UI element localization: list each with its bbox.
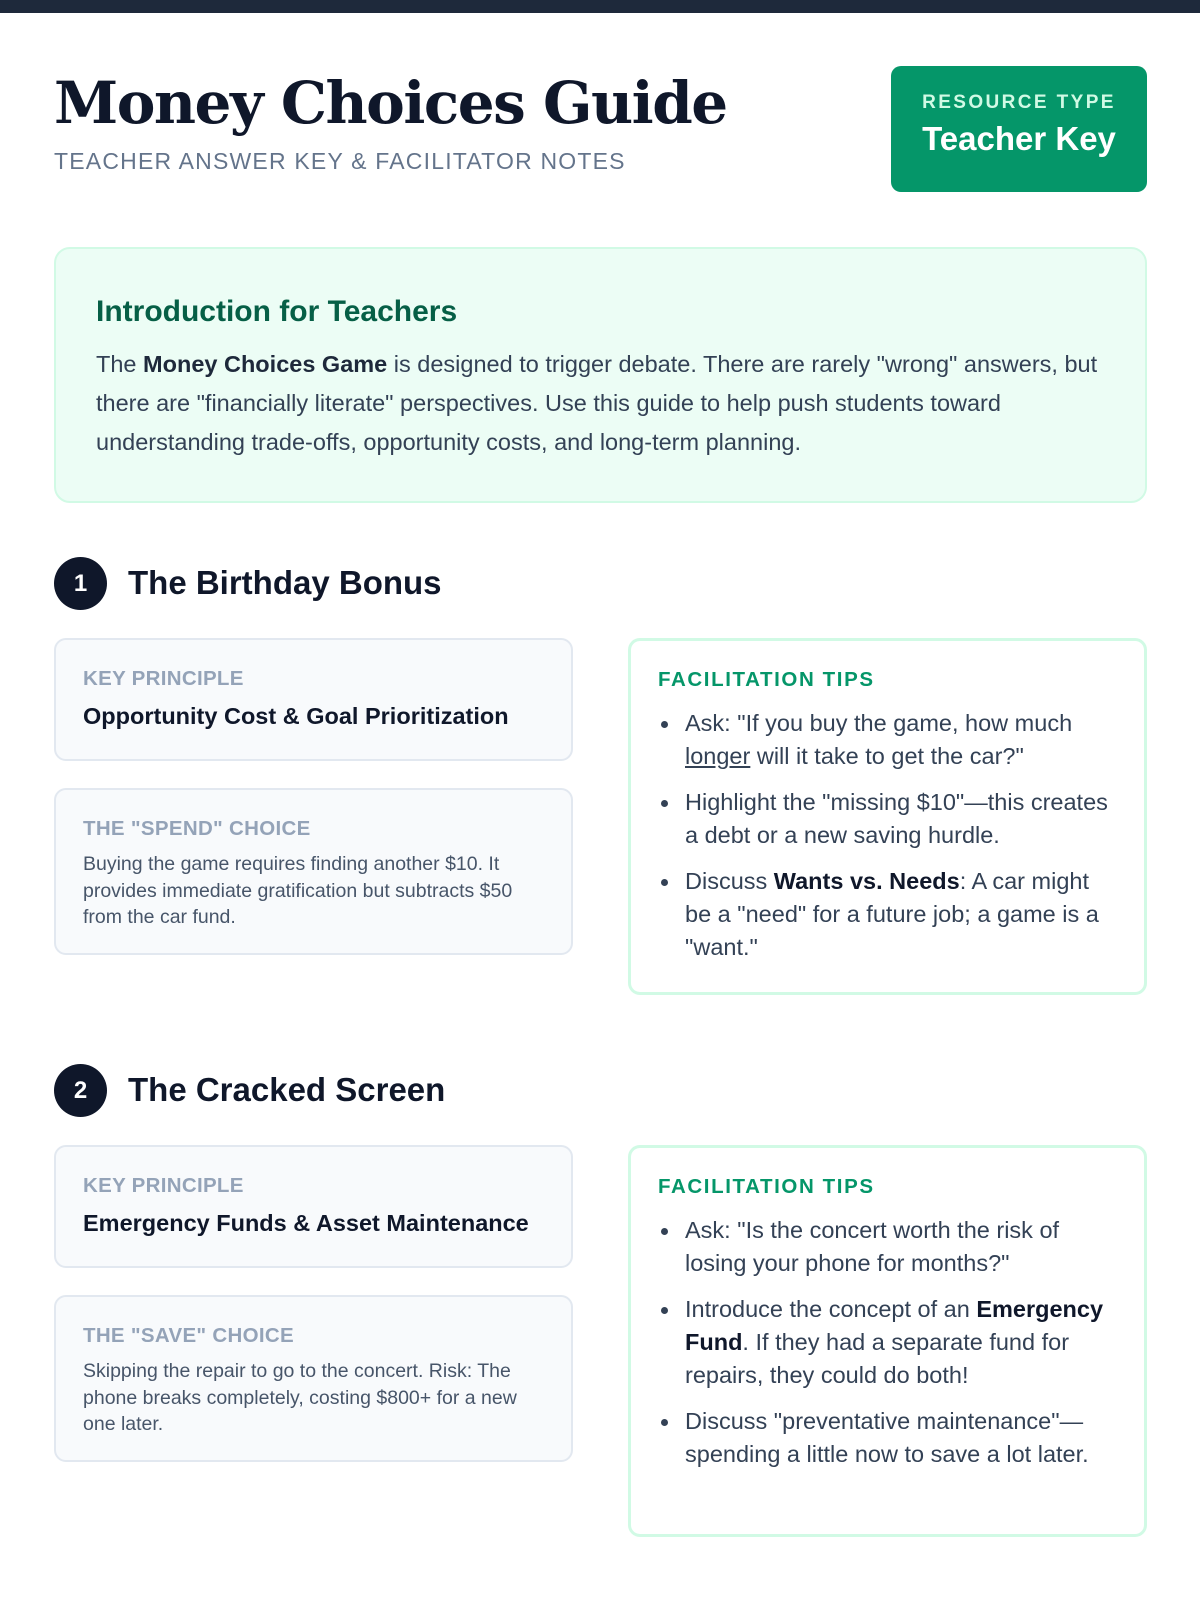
tip-item [685,1293,1118,1392]
tip-text: . If they had a separate fund for repairs, they could do both! [685,1329,1070,1388]
section-birthday-bonus [54,557,1147,997]
choice-label: THE "SAVE" CHOICE [83,1324,294,1347]
key-principle-label: KEY PRINCIPLE [83,667,244,690]
intro-text-start: The [96,351,144,377]
tip-text: Discuss [685,868,774,894]
tip-item [685,707,1118,773]
tip-text: : A car might be a "need" for a future job; a game is a "want." [685,868,1099,960]
badge-value: Teacher Key [922,120,1116,157]
section-title: The Cracked Screen [128,1071,446,1108]
key-principle-value: Emergency Funds & Asset Maintenance [83,1210,529,1236]
section-title: The Birthday Bonus [128,564,442,601]
choice-text: Buying the game requires finding another $10. It provides immediate gratification but subtracts $50 from the car fund. [83,853,513,928]
key-principle-card [54,1145,573,1268]
tip-item [685,1405,1118,1471]
section-number-badge: 1 [54,557,107,610]
resource-type-badge [891,66,1147,192]
key-principle-value: Opportunity Cost & Goal Prioritization [83,703,509,729]
tip-text: Highlight the "missing $10"—this creates a debt or a new saving hurdle. [685,789,1108,848]
save-choice-card [54,1295,573,1462]
tip-text: Ask: "If you buy the game, how much [685,710,1073,736]
tip-bold-text: Wants vs. Needs [773,868,960,894]
key-principle-label: KEY PRINCIPLE [83,1174,244,1197]
tip-text: will it take to get the car?" [750,743,1024,769]
intro-text [96,345,1105,462]
section-number-badge: 2 [54,1064,107,1117]
intro-box [54,247,1147,503]
page-header [54,66,1147,196]
spend-choice-card [54,788,573,955]
facilitation-tips-list [658,707,1118,964]
tip-text: Introduce the concept of an [685,1296,977,1322]
intro-text-game-name: Money Choices Game [143,351,388,377]
intro-heading: Introduction for Teachers [96,295,458,328]
facilitation-tips-label: FACILITATION TIPS [658,1175,875,1198]
tip-bold-text: Emergency Fund [685,1296,1104,1355]
page-title: Money Choices Guide [54,69,727,137]
key-principle-card [54,638,573,761]
tip-underlined-word: longer [685,743,751,769]
tip-item [685,786,1118,852]
top-accent-bar [0,0,1200,13]
intro-text-rest: is designed to trigger debate. There are rarely "wrong" answers, but there are "financially literate" perspectives. Use this guide to help push students toward understanding trade-offs, opportunity costs, and long-term planning. [96,351,1098,455]
choice-label: THE "SPEND" CHOICE [83,817,311,840]
badge-label: RESOURCE TYPE [922,92,1116,113]
choice-text: Skipping the repair to go to the concert. Risk: The phone breaks completely, costing $800+ for a new one later. [83,1360,517,1435]
tip-item [685,1214,1118,1280]
facilitation-tips-box [628,1145,1147,1537]
tip-item [685,865,1118,964]
tip-text: Discuss "preventative maintenance"—spending a little now to save a lot later. [685,1408,1089,1467]
page-subtitle: TEACHER ANSWER KEY & FACILITATOR NOTES [54,148,626,174]
facilitation-tips-box [628,638,1147,995]
facilitation-tips-list [658,1214,1118,1471]
tip-text: Ask: "Is the concert worth the risk of losing your phone for months?" [685,1217,1060,1276]
section-cracked-screen [54,1064,1147,1554]
facilitation-tips-label: FACILITATION TIPS [658,668,875,691]
